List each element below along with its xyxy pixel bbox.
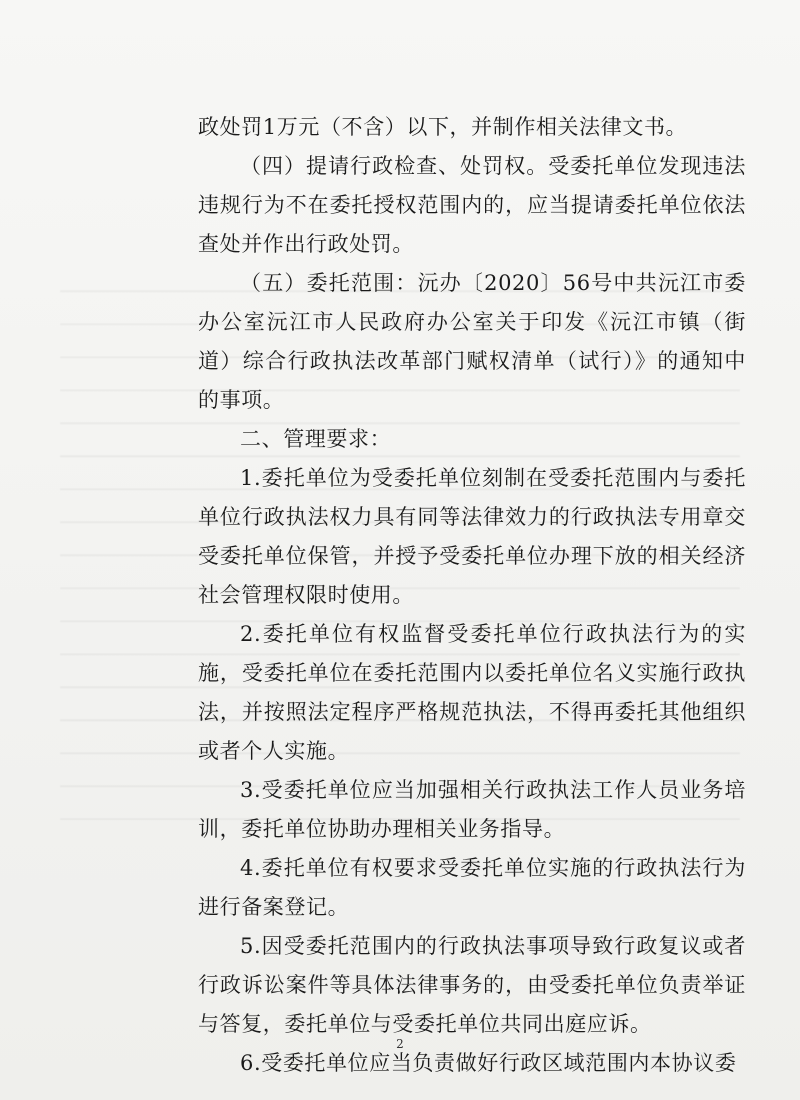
paragraph-item-5: （五）委托范围：沅办〔2020〕56号中共沅江市委办公室沅江市人民政府办公室关于印发《沅江市镇（街道）综合行政执法改革部门赋权清单（试行）》的通知中的事项。 bbox=[198, 271, 746, 412]
paragraph-item-4: （四）提请行政检查、处罚权。受委托单位发现违法违规行为不在委托授权范围内的，应当提请委托单位依法查处并作出行政处罚。 bbox=[198, 154, 746, 256]
paragraph-continuation: 政处罚1万元（不含）以下，并制作相关法律文书。 bbox=[198, 115, 688, 139]
paragraph-requirement-1: 1.委托单位为受委托单位刻制在受委托范围内与委托单位行政执法权力具有同等法律效力的行政执法专用章交受委托单位保管，并授予受委托单位办理下放的相关经济社会管理权限时使用。 bbox=[198, 466, 746, 607]
document-body bbox=[198, 108, 746, 1083]
paragraph-requirement-6: 6.受委托单位应当负责做好行政区域范围内本协议委 bbox=[240, 1051, 737, 1075]
paragraph-requirement-2: 2.委托单位有权监督受委托单位行政执法行为的实施，受委托单位在委托范围内以委托单位名义实施行政执法，并按照法定程序严格规范执法，不得再委托其他组织或者个人实施。 bbox=[198, 622, 746, 763]
section-heading-management: 二、管理要求： bbox=[240, 427, 392, 451]
paragraph-requirement-4: 4.委托单位有权要求受委托单位实施的行政执法行为进行备案登记。 bbox=[198, 856, 746, 919]
paragraph-requirement-3: 3.受委托单位应当加强相关行政执法工作人员业务培训，委托单位协助办理相关业务指导。 bbox=[198, 778, 746, 841]
paragraph-requirement-5: 5.因受委托范围内的行政执法事项导致行政复议或者行政诉讼案件等具体法律事务的，由受委托单位负责举证与答复，委托单位与受委托单位共同出庭应诉。 bbox=[198, 934, 746, 1036]
page-number: 2 bbox=[396, 1037, 404, 1051]
